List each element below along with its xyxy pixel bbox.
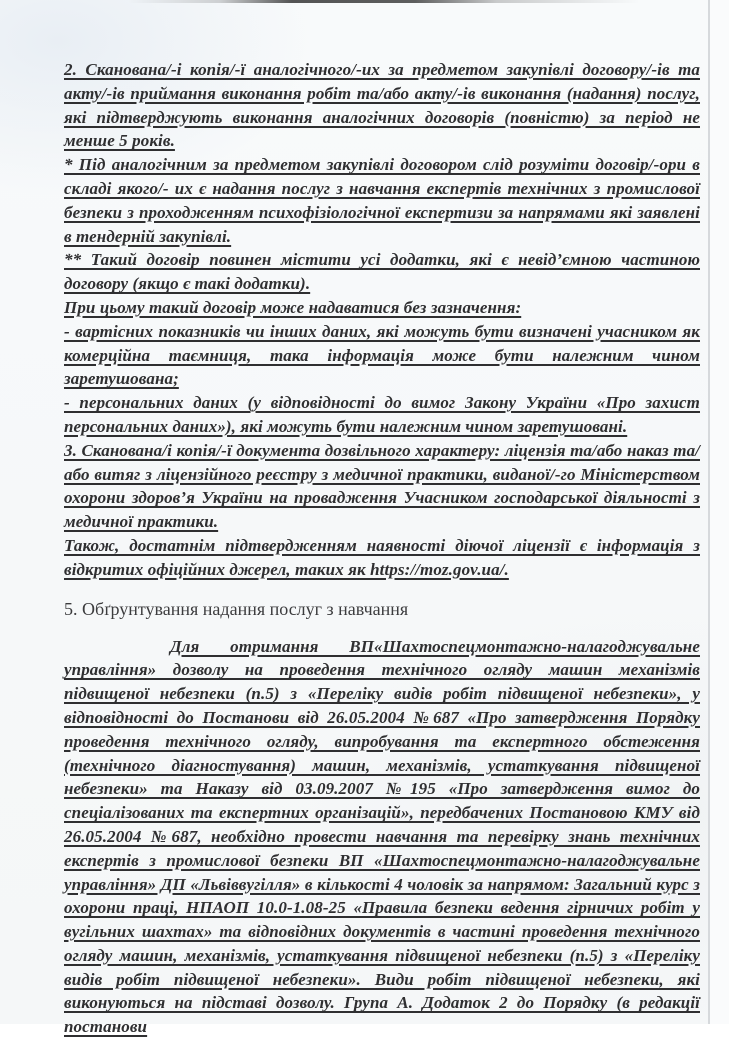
scan-artifact-page-edge-line	[708, 0, 710, 1024]
clause-redaction-intro: При цьому такий договір може надаватися без зазначення:	[64, 297, 522, 317]
footnote-double-asterisk: ** Такий договір повинен містити усі додатки, які є невід’ємною частиною договору (якщо є такі додатки).	[64, 250, 700, 294]
paragraph-requirement-3: 3. Сканована/і копія/-ї документа дозвільного характеру: ліцензія та/або наказ та/або витяг з ліцензійного реєстру з медичної практики, виданої/-го Міністерством охорони здоров’я України на провадження Учасником господарської діяльності з медичної практики.	[64, 440, 700, 532]
section-5-heading: 5. Обґрунтування надання послуг з навчання	[64, 598, 409, 619]
document-text	[64, 58, 700, 1039]
scan-artifact-right-margin	[710, 0, 729, 1024]
license-confirmation-note: Також, достатнім підтвердженням наявності діючої ліцензії є інформація з відкритих офіційних джерел, таких як https://moz.gov.ua/.	[64, 535, 700, 579]
clause-cost-indicators: - вартісних показників чи інших даних, які можуть бути визначені учасником як комерційна таємниця, така інформація може бути належним чином заретушована;	[64, 321, 700, 389]
clause-personal-data: - персональних даних (у відповідності до вимог Закону України «Про захист персональних даних»), які можуть бути належним чином заретушовані.	[64, 393, 700, 436]
scan-artifact-top-edge	[128, 0, 640, 3]
footnote-single-asterisk: * Під аналогічним за предметом закупівлі договором слід розуміти договір/-ори в складі якого/- их є надання послуг з навчання експертів технічних з промислової безпеки з проходженням психофізіологічної експертизи за напрямами які заявлені в тендерній закупівлі.	[64, 155, 700, 246]
paragraph-requirement-2: 2. Сканована/-і копія/-ї аналогічного/-их за предметом закупівлі договору/-ів та акту/-ів приймання виконання робіт та/або акту/-ів виконання (надання) послуг, які підтверджують виконання аналогічних договорів (повністю) за період не менше 5 років.	[64, 60, 700, 151]
justification-paragraph: Для отримання ВП«Шахтоспецмонтажно-налагоджувальне управління» дозволу на проведення технічного огляду машин механізмів підвищеної небезпеки (п.5) з «Переліку видів робіт підвищеної небезпеки», у відповідності до Постанови від 26.05.2004 №687 «Про затвердження Порядку проведення технічного огляду, випробування та експертного обстеження (технічного діагностування) машин, механізмів, устаткування підвищеної небезпеки» та Наказу від 03.09.2007 №195 «Про затвердження вимог до спеціалізованих та експертних організацій», передбачених Постановою КМУ від 26.05.2004 №687, необхідно провести навчання та перевірку знань технічних експертів з промислової безпеки ВП «Шахтоспецмонтажно-налагоджувальне управління» ДП «Львіввугілля» в кількості 4 чоловік за напрямом: Загальний курс з охорони праці, НПАОП 10.0-1.08-25 «Правила безпеки ведення гірничих робіт у вугільних шахтах» та відповідних документів в частині проведення технічного огляду машин, механізмів, устаткування підвищеної небезпеки (п.5) з «Переліку видів робіт підвищеної небезпеки». Види робіт підвищеної небезпеки, які виконуються на підставі дозволу. Група А. Додаток 2 до Порядку (в редакції постанови	[64, 636, 700, 1037]
